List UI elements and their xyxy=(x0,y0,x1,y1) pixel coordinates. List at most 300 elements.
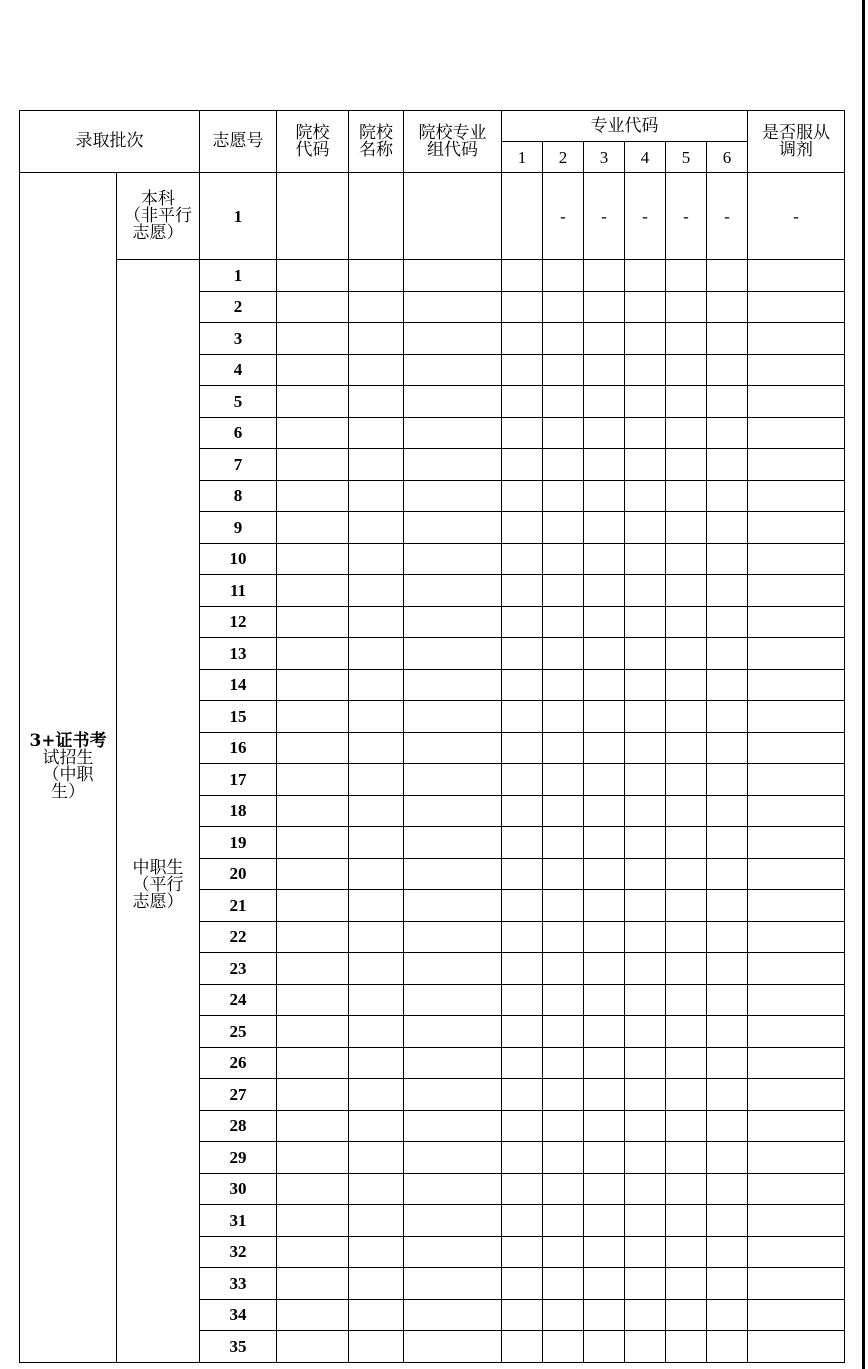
school-code-cell[interactable] xyxy=(277,480,349,512)
obey-adjustment-cell[interactable] xyxy=(748,890,845,922)
group-code-cell[interactable] xyxy=(404,1236,502,1268)
school-name-cell[interactable] xyxy=(349,1205,404,1237)
obey-adjustment-cell[interactable] xyxy=(748,1142,845,1174)
school-name-cell[interactable] xyxy=(349,1110,404,1142)
school-name-cell[interactable] xyxy=(349,606,404,638)
school-code-cell[interactable] xyxy=(277,575,349,607)
school-name-cell[interactable] xyxy=(349,354,404,386)
major-code-cell-4[interactable] xyxy=(625,386,666,418)
major-code-cell-6[interactable] xyxy=(707,1047,748,1079)
major-code-cell-3[interactable] xyxy=(584,890,625,922)
major-code-cell-5[interactable] xyxy=(666,543,707,575)
major-code-cell-1[interactable] xyxy=(502,291,543,323)
group-code-cell[interactable] xyxy=(404,323,502,355)
school-code-cell[interactable] xyxy=(277,512,349,544)
major-code-cell-1[interactable] xyxy=(502,575,543,607)
major-code-cell-3[interactable] xyxy=(584,417,625,449)
major-code-cell-6[interactable] xyxy=(707,984,748,1016)
major-code-cell-6[interactable] xyxy=(707,417,748,449)
obey-adjustment-cell[interactable] xyxy=(748,764,845,796)
major-code-cell-3[interactable] xyxy=(584,984,625,1016)
obey-adjustment-cell[interactable] xyxy=(748,921,845,953)
major-code-cell-3[interactable] xyxy=(584,795,625,827)
obey-adjustment-cell[interactable] xyxy=(748,1079,845,1111)
major-code-cell-4[interactable] xyxy=(625,260,666,292)
major-code-cell-4[interactable] xyxy=(625,732,666,764)
major-code-cell-2[interactable] xyxy=(543,858,584,890)
major-code-cell-2[interactable] xyxy=(543,1299,584,1331)
major-code-cell-5[interactable] xyxy=(666,1047,707,1079)
major-code-cell-5[interactable] xyxy=(666,260,707,292)
major-code-cell-6[interactable] xyxy=(707,1016,748,1048)
major-code-cell-3[interactable] xyxy=(584,386,625,418)
school-code-cell[interactable] xyxy=(277,417,349,449)
major-code-cell-4[interactable] xyxy=(625,890,666,922)
group-code-cell[interactable] xyxy=(404,669,502,701)
major-code-cell-5[interactable] xyxy=(666,1205,707,1237)
group-code-cell[interactable] xyxy=(404,1205,502,1237)
major-code-cell-1[interactable] xyxy=(502,827,543,859)
obey-adjustment-cell[interactable] xyxy=(748,1047,845,1079)
school-code-cell[interactable] xyxy=(277,984,349,1016)
major-code-cell-3[interactable] xyxy=(584,1142,625,1174)
school-name-cell[interactable] xyxy=(349,827,404,859)
major-code-cell-5[interactable] xyxy=(666,1331,707,1363)
major-code-cell-4[interactable] xyxy=(625,1016,666,1048)
school-name-cell[interactable] xyxy=(349,953,404,985)
major-code-cell-2[interactable] xyxy=(543,1236,584,1268)
obey-adjustment-cell[interactable] xyxy=(748,354,845,386)
major-code-cell-1[interactable] xyxy=(502,173,543,260)
school-code-cell[interactable] xyxy=(277,173,349,260)
group-code-cell[interactable] xyxy=(404,858,502,890)
major-code-cell-5[interactable] xyxy=(666,1016,707,1048)
school-code-cell[interactable] xyxy=(277,323,349,355)
school-name-cell[interactable] xyxy=(349,764,404,796)
major-code-cell-6[interactable] xyxy=(707,512,748,544)
obey-adjustment-cell[interactable] xyxy=(748,953,845,985)
major-code-cell-1[interactable] xyxy=(502,1236,543,1268)
major-code-cell-6[interactable] xyxy=(707,669,748,701)
group-code-cell[interactable] xyxy=(404,795,502,827)
major-code-cell-3[interactable] xyxy=(584,260,625,292)
major-code-cell-6[interactable] xyxy=(707,1268,748,1300)
major-code-cell-5[interactable] xyxy=(666,669,707,701)
major-code-cell-6[interactable] xyxy=(707,795,748,827)
major-code-cell-2[interactable] xyxy=(543,1142,584,1174)
major-code-cell-6[interactable] xyxy=(707,827,748,859)
major-code-cell-2[interactable] xyxy=(543,1331,584,1363)
major-code-cell-2[interactable] xyxy=(543,953,584,985)
major-code-cell-2[interactable] xyxy=(543,890,584,922)
major-code-cell-1[interactable] xyxy=(502,732,543,764)
school-name-cell[interactable] xyxy=(349,323,404,355)
major-code-cell-2[interactable] xyxy=(543,732,584,764)
school-code-cell[interactable] xyxy=(277,764,349,796)
major-code-cell-2[interactable] xyxy=(543,449,584,481)
group-code-cell[interactable] xyxy=(404,921,502,953)
major-code-cell-1[interactable] xyxy=(502,1331,543,1363)
obey-adjustment-cell[interactable] xyxy=(748,386,845,418)
school-code-cell[interactable] xyxy=(277,921,349,953)
school-name-cell[interactable] xyxy=(349,638,404,670)
major-code-cell-1[interactable] xyxy=(502,701,543,733)
major-code-cell-2[interactable] xyxy=(543,606,584,638)
major-code-cell-5[interactable] xyxy=(666,1299,707,1331)
group-code-cell[interactable] xyxy=(404,291,502,323)
school-name-cell[interactable] xyxy=(349,449,404,481)
group-code-cell[interactable] xyxy=(404,1047,502,1079)
major-code-cell-5[interactable] xyxy=(666,575,707,607)
major-code-cell-5[interactable] xyxy=(666,1236,707,1268)
obey-adjustment-cell[interactable] xyxy=(748,1205,845,1237)
school-code-cell[interactable] xyxy=(277,386,349,418)
major-code-cell-1[interactable] xyxy=(502,890,543,922)
major-code-cell-4[interactable] xyxy=(625,669,666,701)
school-name-cell[interactable] xyxy=(349,984,404,1016)
major-code-cell-1[interactable] xyxy=(502,953,543,985)
major-code-cell-4[interactable] xyxy=(625,480,666,512)
school-name-cell[interactable] xyxy=(349,291,404,323)
major-code-cell-3[interactable] xyxy=(584,858,625,890)
major-code-cell-3[interactable] xyxy=(584,669,625,701)
group-code-cell[interactable] xyxy=(404,173,502,260)
major-code-cell-2[interactable] xyxy=(543,291,584,323)
major-code-cell-4[interactable] xyxy=(625,291,666,323)
school-code-cell[interactable] xyxy=(277,354,349,386)
school-code-cell[interactable] xyxy=(277,1142,349,1174)
major-code-cell-4[interactable] xyxy=(625,543,666,575)
major-code-cell-1[interactable] xyxy=(502,354,543,386)
obey-adjustment-cell[interactable] xyxy=(748,827,845,859)
school-code-cell[interactable] xyxy=(277,827,349,859)
major-code-cell-4[interactable] xyxy=(625,1110,666,1142)
group-code-cell[interactable] xyxy=(404,1142,502,1174)
major-code-cell-6[interactable] xyxy=(707,701,748,733)
major-code-cell-3[interactable] xyxy=(584,827,625,859)
major-code-cell-5[interactable] xyxy=(666,795,707,827)
school-code-cell[interactable] xyxy=(277,701,349,733)
major-code-cell-2[interactable] xyxy=(543,575,584,607)
major-code-cell-4[interactable] xyxy=(625,575,666,607)
school-name-cell[interactable] xyxy=(349,890,404,922)
major-code-cell-1[interactable] xyxy=(502,1079,543,1111)
school-name-cell[interactable] xyxy=(349,1268,404,1300)
major-code-cell-4[interactable] xyxy=(625,921,666,953)
major-code-cell-3[interactable] xyxy=(584,512,625,544)
group-code-cell[interactable] xyxy=(404,543,502,575)
school-code-cell[interactable] xyxy=(277,858,349,890)
major-code-cell-5[interactable] xyxy=(666,354,707,386)
school-name-cell[interactable] xyxy=(349,1079,404,1111)
major-code-cell-2[interactable] xyxy=(543,921,584,953)
major-code-cell-6[interactable] xyxy=(707,638,748,670)
group-code-cell[interactable] xyxy=(404,1299,502,1331)
major-code-cell-5[interactable] xyxy=(666,732,707,764)
group-code-cell[interactable] xyxy=(404,449,502,481)
major-code-cell-4[interactable] xyxy=(625,1236,666,1268)
major-code-cell-6[interactable] xyxy=(707,260,748,292)
obey-adjustment-cell[interactable] xyxy=(748,984,845,1016)
group-code-cell[interactable] xyxy=(404,606,502,638)
school-code-cell[interactable] xyxy=(277,1110,349,1142)
major-code-cell-4[interactable] xyxy=(625,858,666,890)
group-code-cell[interactable] xyxy=(404,1331,502,1363)
obey-adjustment-cell[interactable] xyxy=(748,1268,845,1300)
major-code-cell-4[interactable] xyxy=(625,701,666,733)
major-code-cell-5[interactable] xyxy=(666,764,707,796)
school-name-cell[interactable] xyxy=(349,1016,404,1048)
school-code-cell[interactable] xyxy=(277,1205,349,1237)
major-code-cell-1[interactable] xyxy=(502,984,543,1016)
major-code-cell-1[interactable] xyxy=(502,606,543,638)
major-code-cell-6[interactable] xyxy=(707,1142,748,1174)
major-code-cell-1[interactable] xyxy=(502,669,543,701)
major-code-cell-5[interactable] xyxy=(666,512,707,544)
major-code-cell-5[interactable] xyxy=(666,1110,707,1142)
major-code-cell-2[interactable] xyxy=(543,764,584,796)
major-code-cell-5[interactable] xyxy=(666,1268,707,1300)
major-code-cell-1[interactable] xyxy=(502,480,543,512)
major-code-cell-2[interactable] xyxy=(543,1205,584,1237)
group-code-cell[interactable] xyxy=(404,827,502,859)
major-code-cell-1[interactable] xyxy=(502,1299,543,1331)
major-code-cell-6[interactable] xyxy=(707,354,748,386)
major-code-cell-3[interactable] xyxy=(584,449,625,481)
major-code-cell-5[interactable] xyxy=(666,291,707,323)
major-code-cell-6[interactable] xyxy=(707,890,748,922)
major-code-cell-1[interactable] xyxy=(502,1110,543,1142)
school-code-cell[interactable] xyxy=(277,1079,349,1111)
group-code-cell[interactable] xyxy=(404,638,502,670)
school-name-cell[interactable] xyxy=(349,921,404,953)
major-code-cell-3[interactable] xyxy=(584,1079,625,1111)
group-code-cell[interactable] xyxy=(404,1268,502,1300)
school-name-cell[interactable] xyxy=(349,512,404,544)
major-code-cell-3[interactable] xyxy=(584,291,625,323)
major-code-cell-4[interactable] xyxy=(625,449,666,481)
major-code-cell-4[interactable] xyxy=(625,1331,666,1363)
major-code-cell-4[interactable] xyxy=(625,1205,666,1237)
major-code-cell-6[interactable] xyxy=(707,543,748,575)
major-code-cell-2[interactable] xyxy=(543,701,584,733)
major-code-cell-6[interactable] xyxy=(707,323,748,355)
major-code-cell-4[interactable] xyxy=(625,795,666,827)
major-code-cell-6[interactable] xyxy=(707,606,748,638)
school-name-cell[interactable] xyxy=(349,1299,404,1331)
obey-adjustment-cell[interactable] xyxy=(748,512,845,544)
school-code-cell[interactable] xyxy=(277,260,349,292)
major-code-cell-4[interactable] xyxy=(625,1268,666,1300)
school-code-cell[interactable] xyxy=(277,669,349,701)
major-code-cell-5[interactable] xyxy=(666,1173,707,1205)
major-code-cell-6[interactable] xyxy=(707,1079,748,1111)
school-name-cell[interactable] xyxy=(349,701,404,733)
major-code-cell-1[interactable] xyxy=(502,417,543,449)
major-code-cell-5[interactable] xyxy=(666,984,707,1016)
school-name-cell[interactable] xyxy=(349,480,404,512)
group-code-cell[interactable] xyxy=(404,953,502,985)
major-code-cell-4[interactable] xyxy=(625,512,666,544)
major-code-cell-5[interactable] xyxy=(666,638,707,670)
major-code-cell-2[interactable] xyxy=(543,638,584,670)
major-code-cell-4[interactable] xyxy=(625,1299,666,1331)
group-code-cell[interactable] xyxy=(404,1110,502,1142)
group-code-cell[interactable] xyxy=(404,512,502,544)
obey-adjustment-cell[interactable] xyxy=(748,1016,845,1048)
obey-adjustment-cell[interactable] xyxy=(748,606,845,638)
obey-adjustment-cell[interactable] xyxy=(748,701,845,733)
obey-adjustment-cell[interactable] xyxy=(748,1110,845,1142)
major-code-cell-3[interactable] xyxy=(584,1205,625,1237)
major-code-cell-6[interactable] xyxy=(707,1205,748,1237)
major-code-cell-3[interactable] xyxy=(584,1236,625,1268)
group-code-cell[interactable] xyxy=(404,732,502,764)
major-code-cell-4[interactable] xyxy=(625,323,666,355)
obey-adjustment-cell[interactable] xyxy=(748,858,845,890)
major-code-cell-5[interactable] xyxy=(666,449,707,481)
obey-adjustment-cell[interactable] xyxy=(748,417,845,449)
school-name-cell[interactable] xyxy=(349,1331,404,1363)
obey-adjustment-cell[interactable] xyxy=(748,1331,845,1363)
major-code-cell-4[interactable] xyxy=(625,1079,666,1111)
major-code-cell-2[interactable] xyxy=(543,386,584,418)
group-code-cell[interactable] xyxy=(404,575,502,607)
major-code-cell-6[interactable] xyxy=(707,449,748,481)
major-code-cell-3[interactable] xyxy=(584,1331,625,1363)
obey-adjustment-cell[interactable] xyxy=(748,795,845,827)
major-code-cell-4[interactable] xyxy=(625,354,666,386)
major-code-cell-4[interactable] xyxy=(625,417,666,449)
major-code-cell-2[interactable] xyxy=(543,1173,584,1205)
major-code-cell-2[interactable] xyxy=(543,1047,584,1079)
school-name-cell[interactable] xyxy=(349,732,404,764)
major-code-cell-1[interactable] xyxy=(502,1142,543,1174)
major-code-cell-3[interactable] xyxy=(584,1047,625,1079)
major-code-cell-6[interactable] xyxy=(707,386,748,418)
major-code-cell-5[interactable] xyxy=(666,1079,707,1111)
major-code-cell-2[interactable] xyxy=(543,480,584,512)
obey-adjustment-cell[interactable] xyxy=(748,480,845,512)
major-code-cell-3[interactable] xyxy=(584,1173,625,1205)
major-code-cell-3[interactable] xyxy=(584,323,625,355)
major-code-cell-3[interactable] xyxy=(584,953,625,985)
major-code-cell-3[interactable] xyxy=(584,1268,625,1300)
major-code-cell-6[interactable] xyxy=(707,732,748,764)
obey-adjustment-cell[interactable] xyxy=(748,669,845,701)
school-code-cell[interactable] xyxy=(277,1236,349,1268)
major-code-cell-1[interactable] xyxy=(502,795,543,827)
school-name-cell[interactable] xyxy=(349,1236,404,1268)
major-code-cell-6[interactable] xyxy=(707,1110,748,1142)
group-code-cell[interactable] xyxy=(404,417,502,449)
major-code-cell-1[interactable] xyxy=(502,858,543,890)
major-code-cell-4[interactable] xyxy=(625,1173,666,1205)
school-code-cell[interactable] xyxy=(277,953,349,985)
major-code-cell-5[interactable] xyxy=(666,480,707,512)
major-code-cell-6[interactable] xyxy=(707,1331,748,1363)
major-code-cell-2[interactable] xyxy=(543,512,584,544)
major-code-cell-2[interactable] xyxy=(543,354,584,386)
major-code-cell-1[interactable] xyxy=(502,1205,543,1237)
major-code-cell-1[interactable] xyxy=(502,1016,543,1048)
major-code-cell-3[interactable] xyxy=(584,732,625,764)
major-code-cell-3[interactable] xyxy=(584,1016,625,1048)
major-code-cell-2[interactable] xyxy=(543,1110,584,1142)
major-code-cell-3[interactable] xyxy=(584,1110,625,1142)
major-code-cell-5[interactable] xyxy=(666,323,707,355)
school-name-cell[interactable] xyxy=(349,858,404,890)
major-code-cell-6[interactable] xyxy=(707,1173,748,1205)
major-code-cell-6[interactable] xyxy=(707,921,748,953)
obey-adjustment-cell[interactable] xyxy=(748,291,845,323)
school-name-cell[interactable] xyxy=(349,795,404,827)
major-code-cell-2[interactable] xyxy=(543,984,584,1016)
major-code-cell-1[interactable] xyxy=(502,449,543,481)
obey-adjustment-cell[interactable] xyxy=(748,1173,845,1205)
major-code-cell-2[interactable] xyxy=(543,795,584,827)
major-code-cell-1[interactable] xyxy=(502,764,543,796)
major-code-cell-6[interactable] xyxy=(707,575,748,607)
major-code-cell-5[interactable] xyxy=(666,1142,707,1174)
major-code-cell-6[interactable] xyxy=(707,480,748,512)
major-code-cell-3[interactable] xyxy=(584,764,625,796)
school-code-cell[interactable] xyxy=(277,449,349,481)
school-code-cell[interactable] xyxy=(277,795,349,827)
group-code-cell[interactable] xyxy=(404,890,502,922)
school-code-cell[interactable] xyxy=(277,606,349,638)
major-code-cell-5[interactable] xyxy=(666,386,707,418)
major-code-cell-3[interactable] xyxy=(584,543,625,575)
major-code-cell-5[interactable] xyxy=(666,606,707,638)
major-code-cell-3[interactable] xyxy=(584,575,625,607)
major-code-cell-1[interactable] xyxy=(502,1268,543,1300)
major-code-cell-4[interactable] xyxy=(625,827,666,859)
major-code-cell-5[interactable] xyxy=(666,890,707,922)
school-code-cell[interactable] xyxy=(277,1173,349,1205)
group-code-cell[interactable] xyxy=(404,260,502,292)
school-name-cell[interactable] xyxy=(349,386,404,418)
school-name-cell[interactable] xyxy=(349,1047,404,1079)
group-code-cell[interactable] xyxy=(404,1016,502,1048)
obey-adjustment-cell[interactable] xyxy=(748,1299,845,1331)
school-name-cell[interactable] xyxy=(349,1173,404,1205)
major-code-cell-3[interactable] xyxy=(584,1299,625,1331)
major-code-cell-6[interactable] xyxy=(707,1299,748,1331)
major-code-cell-1[interactable] xyxy=(502,260,543,292)
obey-adjustment-cell[interactable] xyxy=(748,732,845,764)
major-code-cell-4[interactable] xyxy=(625,638,666,670)
school-name-cell[interactable] xyxy=(349,417,404,449)
school-code-cell[interactable] xyxy=(277,1331,349,1363)
major-code-cell-2[interactable] xyxy=(543,1016,584,1048)
major-code-cell-3[interactable] xyxy=(584,480,625,512)
major-code-cell-6[interactable] xyxy=(707,858,748,890)
major-code-cell-2[interactable] xyxy=(543,260,584,292)
major-code-cell-1[interactable] xyxy=(502,921,543,953)
major-code-cell-4[interactable] xyxy=(625,953,666,985)
obey-adjustment-cell[interactable] xyxy=(748,543,845,575)
obey-adjustment-cell[interactable] xyxy=(748,1236,845,1268)
school-name-cell[interactable] xyxy=(349,260,404,292)
obey-adjustment-cell[interactable] xyxy=(748,323,845,355)
school-name-cell[interactable] xyxy=(349,669,404,701)
major-code-cell-5[interactable] xyxy=(666,921,707,953)
group-code-cell[interactable] xyxy=(404,1079,502,1111)
major-code-cell-4[interactable] xyxy=(625,606,666,638)
obey-adjustment-cell[interactable] xyxy=(748,449,845,481)
school-name-cell[interactable] xyxy=(349,543,404,575)
